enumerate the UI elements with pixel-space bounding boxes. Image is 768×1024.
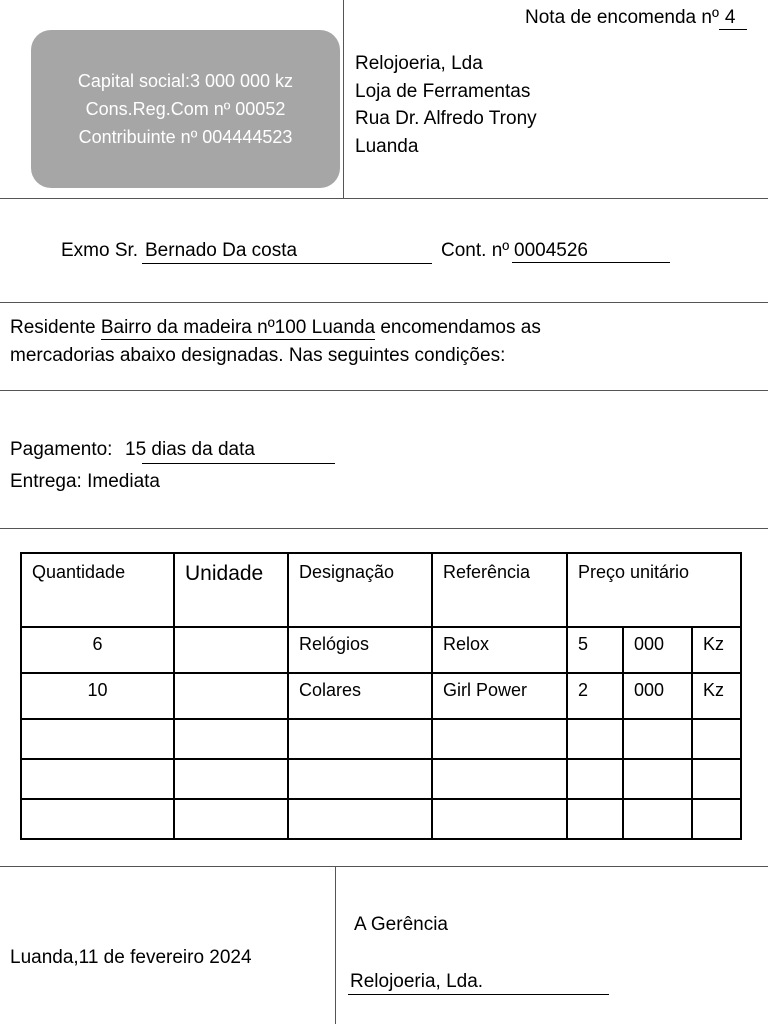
- order-title-label: Nota de encomenda nº: [525, 7, 719, 28]
- delivery-condition: Entrega: Imediata: [10, 471, 160, 492]
- cell-currency: Kz: [692, 673, 741, 719]
- residence-address: Bairro da madeira nº100 Luanda: [100, 317, 376, 338]
- contributor-underline: [512, 262, 670, 263]
- cell-currency: Kz: [692, 627, 741, 673]
- table-row-empty: [21, 759, 741, 799]
- residence-line-2: mercadorias abaixo designadas. Nas seguintes condições:: [10, 345, 506, 366]
- contributor-label: Cont. nº: [441, 240, 510, 261]
- header-unit: Unidade: [174, 553, 288, 627]
- order-number: 4: [719, 7, 747, 30]
- contributor-number: 0004526: [514, 240, 588, 261]
- cell-reference: Girl Power: [432, 673, 567, 719]
- company-name: Relojoeria, Lda: [355, 53, 483, 74]
- recipient-name-underline: [142, 263, 432, 264]
- management-label: A Gerência: [354, 914, 448, 935]
- header-divider: [343, 0, 344, 198]
- residence-prefix: Residente: [10, 317, 96, 338]
- divider-table: [0, 866, 768, 867]
- footer-divider: [335, 866, 336, 1024]
- company-city: Luanda: [355, 135, 419, 157]
- table-header-row: [21, 553, 741, 627]
- items-table: [20, 552, 742, 840]
- cell-price-thousands: 5: [567, 627, 623, 673]
- capital-social: Capital social:3 000 000 kz: [77, 71, 294, 91]
- divider-header: [0, 198, 768, 199]
- header-quantity: Quantidade: [21, 553, 174, 627]
- cell-designation: Relógios: [288, 627, 432, 673]
- taxpayer-number: Contribuinte nº 004444523: [78, 127, 293, 147]
- header-designation: Designação: [288, 553, 432, 627]
- table-row-empty: [21, 799, 741, 839]
- payment-underline: [142, 463, 335, 464]
- header-reference: Referência: [432, 553, 567, 627]
- divider-conditions: [0, 528, 768, 529]
- company-registration-box: [31, 30, 340, 188]
- cell-reference: Relox: [432, 627, 567, 673]
- signature-name: Relojoeria, Lda.: [350, 971, 484, 992]
- cell-price-thousands: 2: [567, 673, 623, 719]
- commercial-registry: Cons.Reg.Com nº 00052: [85, 99, 286, 119]
- payment-value: 15 dias da data: [125, 439, 255, 460]
- residence-line-1: [10, 317, 541, 339]
- company-street: Rua Dr. Alfredo Trony: [355, 108, 537, 129]
- cell-quantity: 6: [21, 627, 174, 673]
- recipient-name: Bernado Da costa: [145, 240, 298, 261]
- company-address: [355, 50, 537, 160]
- order-title: [525, 7, 747, 30]
- divider-residence: [0, 390, 768, 391]
- cell-price-rest: 000: [623, 627, 692, 673]
- recipient-salutation: Exmo Sr.: [61, 240, 139, 261]
- cell-quantity: 10: [21, 673, 174, 719]
- header-unit-price: Preço unitário: [567, 553, 741, 627]
- table-row: [21, 673, 741, 719]
- table-row-empty: [21, 719, 741, 759]
- cell-unit: [174, 627, 288, 673]
- cell-designation: Colares: [288, 673, 432, 719]
- table-row: [21, 627, 741, 673]
- cell-price-rest: 000: [623, 673, 692, 719]
- payment-label: Pagamento:: [10, 439, 113, 460]
- place-date: Luanda,11 de fevereiro 2024: [10, 947, 252, 968]
- signature-line: [348, 994, 609, 995]
- divider-recipient: [0, 302, 768, 303]
- cell-unit: [174, 673, 288, 719]
- residence-suffix: encomendamos as: [380, 317, 541, 338]
- company-shop: Loja de Ferramentas: [355, 80, 531, 102]
